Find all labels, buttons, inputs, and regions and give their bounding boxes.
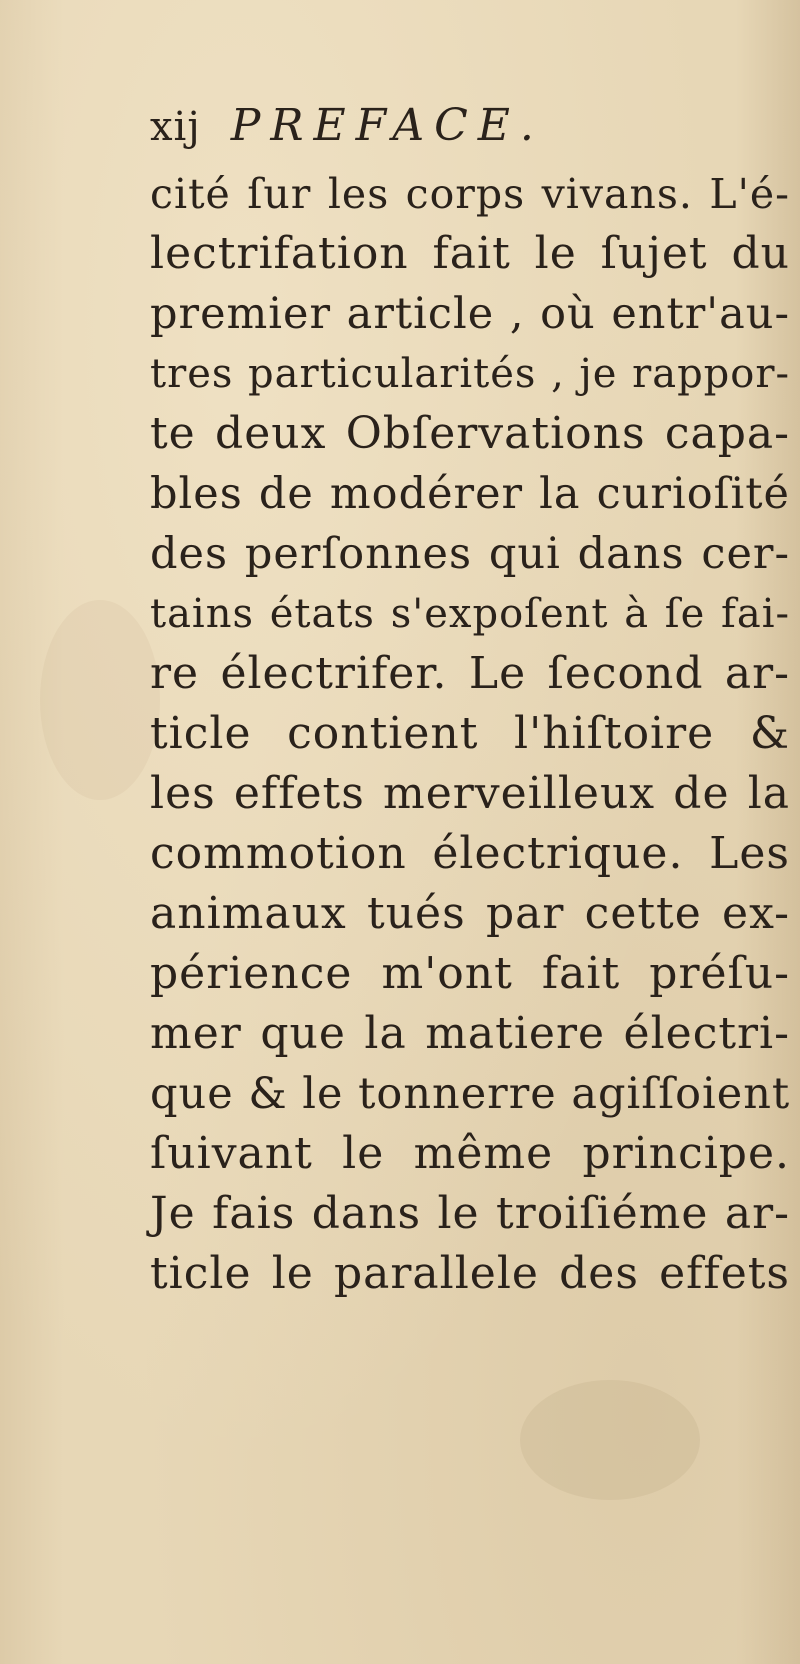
text-line: premier article , où entr'au- <box>150 289 790 339</box>
text-line: périence m'ont fait préſu- <box>150 948 790 999</box>
paper-stain <box>40 600 160 800</box>
text-line: te deux Obſervations capa- <box>150 408 790 459</box>
text-line: re électrifer. Le ſecond ar- <box>150 648 790 699</box>
text-line: ticle le parallele des effets <box>150 1248 790 1299</box>
text-line: Je fais dans le troiſiéme ar- <box>150 1188 790 1239</box>
paper-stain <box>520 1380 700 1500</box>
page-number: xij <box>150 104 201 150</box>
text-line: tains états s'expoſent à ſe fai- <box>150 591 790 637</box>
running-title: PREFACE. <box>230 100 544 151</box>
text-line: mer que la matiere électri- <box>150 1008 790 1059</box>
text-line: les effets merveilleux de la <box>150 768 790 819</box>
text-line: ſuivant le même principe. <box>150 1128 790 1179</box>
text-line: cité ſur les corps vivans. L'é- <box>150 170 790 218</box>
text-line: ticle contient l'hiſtoire & <box>150 708 790 759</box>
text-line: bles de modérer la curioſité <box>150 469 790 519</box>
text-line: lectrifation fait le ſujet du <box>150 228 790 279</box>
body-text <box>150 164 790 1304</box>
text-line: tres particularités , je rappor- <box>150 351 790 397</box>
text-line: des perſonnes qui dans cer- <box>150 529 790 579</box>
text-line: animaux tués par cette ex- <box>150 888 790 939</box>
page-header <box>150 100 544 156</box>
text-line: que & le tonnerre agiſſoient <box>150 1069 791 1119</box>
text-line: commotion électrique. Les <box>150 828 790 879</box>
